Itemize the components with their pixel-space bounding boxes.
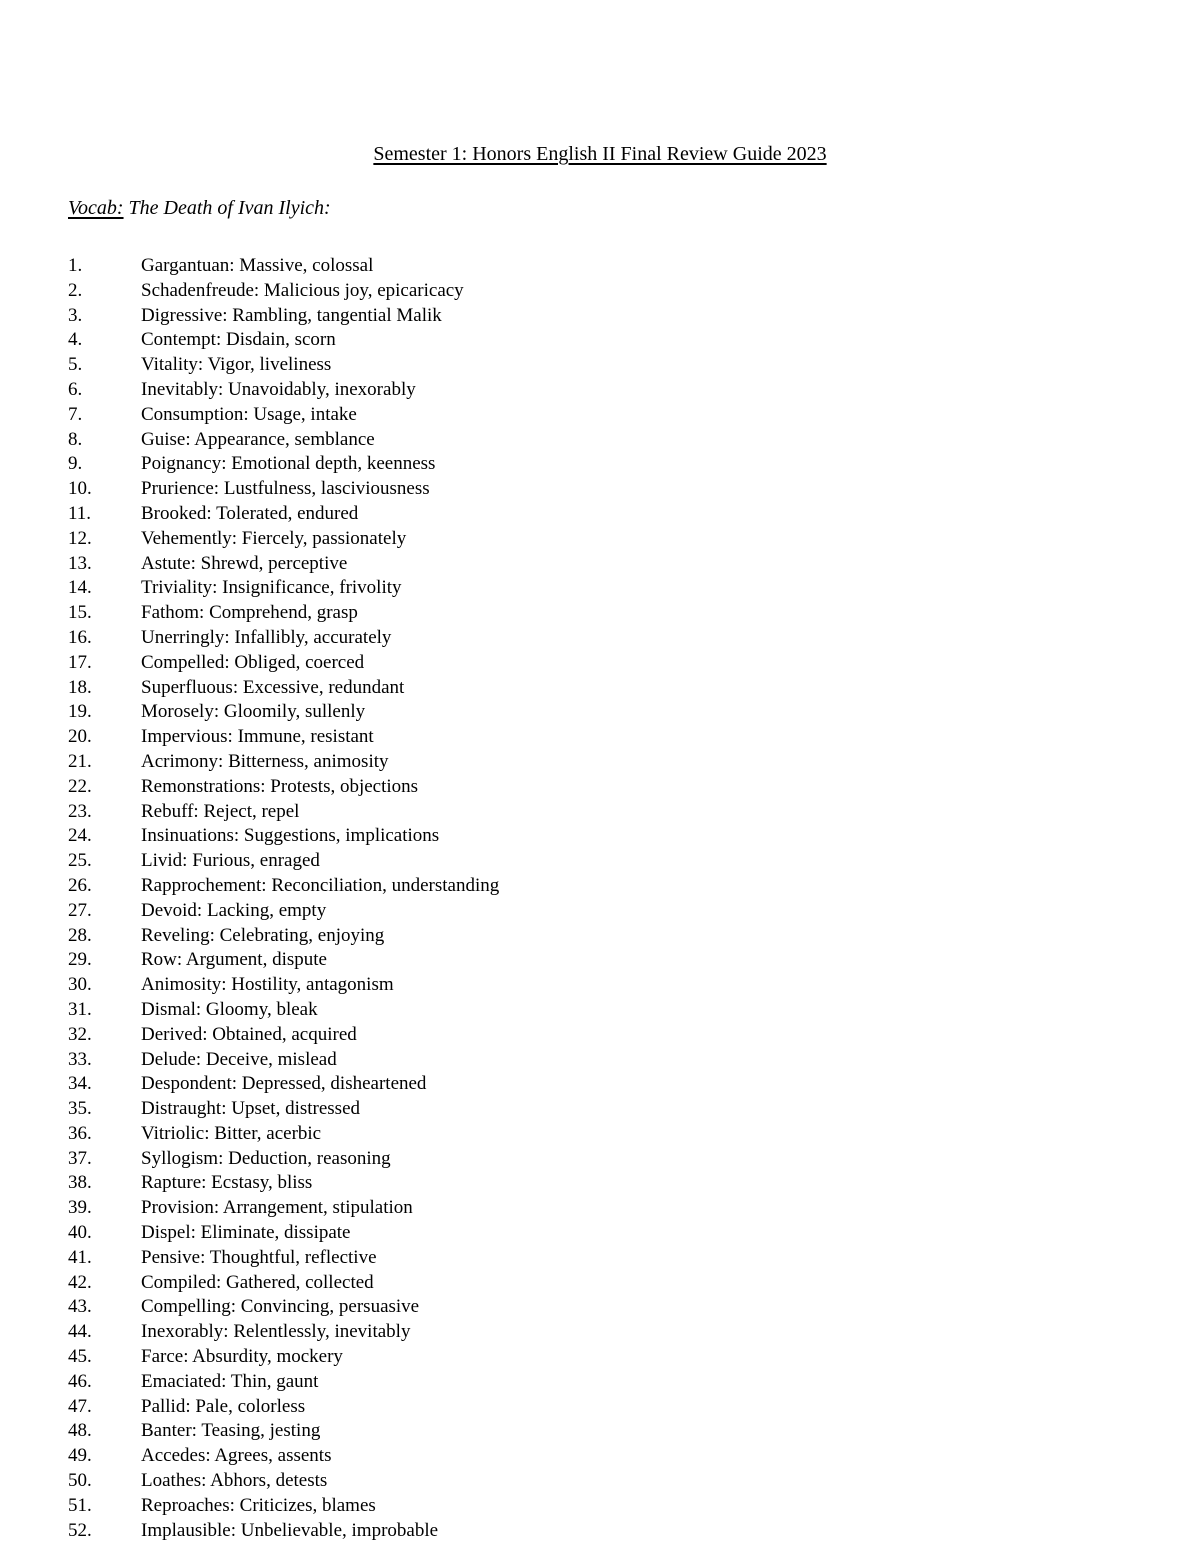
vocab-item-number: 24. [68,825,92,847]
vocab-item [68,800,499,825]
vocab-item [68,1519,499,1544]
vocab-item [68,1271,499,1296]
vocab-item-number: 14. [68,577,92,599]
vocab-item-text: Delude: Deceive, mislead [141,1048,337,1070]
vocab-item [68,1171,499,1196]
section-heading [68,196,331,220]
vocab-item-number: 8. [68,428,83,450]
vocab-item-number: 17. [68,651,92,673]
vocab-item [68,378,499,403]
vocab-item-text: Distraught: Upset, distressed [141,1098,361,1120]
vocab-item [68,1023,499,1048]
vocab-item [68,601,499,626]
vocab-item-number: 51. [68,1494,92,1516]
vocab-item-text: Implausible: Unbelievable, improbable [141,1519,439,1541]
vocab-item-text: Livid: Furious, enraged [141,850,320,872]
vocab-item-number: 49. [68,1445,92,1467]
vocab-item-number: 31. [68,998,92,1020]
vocab-item [68,849,499,874]
vocab-item-number: 1. [68,255,83,276]
vocab-item-text: Unerringly: Infallibly, accurately [141,626,392,648]
vocab-item [68,1246,499,1271]
vocab-item-number: 29. [68,949,92,971]
vocab-item [68,1320,499,1345]
vocab-item-number: 47. [68,1395,92,1417]
vocab-item-number: 19. [68,701,92,723]
vocab-item [68,899,499,924]
vocab-item-text: Row: Argument, dispute [141,949,327,971]
vocab-item-text: Contempt: Disdain, scorn [141,329,336,351]
vocab-item [68,1221,499,1246]
vocab-item [68,1097,499,1122]
vocab-item [68,428,499,453]
vocab-item-number: 34. [68,1073,92,1095]
vocab-item [68,304,499,329]
vocab-item-number: 21. [68,750,92,772]
vocab-item [68,552,499,577]
vocab-item-number: 43. [68,1296,92,1318]
vocab-item [68,775,499,800]
vocab-item-text: Provision: Arrangement, stipulation [141,1197,413,1219]
vocab-item-number: 33. [68,1048,92,1070]
vocab-item [68,651,499,676]
vocab-item-number: 30. [68,974,92,996]
vocab-item [68,452,499,477]
vocab-item [68,1147,499,1172]
vocab-item-number: 36. [68,1122,92,1144]
vocab-item [68,1048,499,1073]
vocab-item-text: Poignancy: Emotional depth, keenness [141,453,436,475]
vocab-item [68,998,499,1023]
vocab-item-text: Banter: Teasing, jesting [141,1420,321,1442]
vocab-item [68,1444,499,1469]
vocab-item-text: Vitality: Vigor, liveliness [141,354,332,376]
vocab-item-text: Dismal: Gloomy, bleak [141,998,318,1020]
vocab-item [68,403,499,428]
vocab-item-text: Compiled: Gathered, collected [141,1271,374,1293]
vocab-item-number: 28. [68,924,92,946]
vocab-item-text: Devoid: Lacking, empty [141,899,327,921]
vocab-item-number: 11. [68,502,92,524]
vocab-item-text: Triviality: Insignificance, frivolity [141,577,402,599]
vocab-item [68,1072,499,1097]
vocab-item-number: 4. [68,329,83,351]
vocab-item-text: Rebuff: Reject, repel [141,800,300,822]
vocab-item-number: 15. [68,602,92,624]
vocab-item-number: 22. [68,775,92,797]
vocab-item-text: Derived: Obtained, acquired [141,1023,357,1045]
vocab-item-number: 42. [68,1271,92,1293]
vocab-item-number: 2. [68,279,83,301]
vocab-item [68,700,499,725]
vocab-item-text: Inevitably: Unavoidably, inexorably [141,378,416,400]
vocab-item-text: Digressive: Rambling, tangential Malik [141,304,442,326]
vocab-item [68,1370,499,1395]
document-title [0,142,1200,166]
document-title-text: Semester 1: Honors English II Final Review Guide 2023 [373,143,827,165]
vocab-item [68,1419,499,1444]
vocab-item-text: Animosity: Hostility, antagonism [141,974,394,996]
vocab-item [68,353,499,378]
vocab-item [68,576,499,601]
vocab-item [68,948,499,973]
vocab-item [68,328,499,353]
vocab-item [68,973,499,998]
vocab-item-number: 32. [68,1023,92,1045]
vocab-item [68,750,499,775]
vocab-item-text: Emaciated: Thin, gaunt [141,1370,319,1392]
vocab-item-text: Guise: Appearance, semblance [141,428,375,450]
vocab-item-text: Vitriolic: Bitter, acerbic [141,1122,322,1144]
vocab-item [68,527,499,552]
vocab-item-text: Inexorably: Relentlessly, inevitably [141,1321,411,1343]
vocab-item-number: 35. [68,1098,92,1120]
vocab-item-number: 10. [68,478,92,500]
vocab-item-text: Consumption: Usage, intake [141,403,357,425]
vocab-item [68,502,499,527]
vocab-item-number: 5. [68,354,83,376]
vocab-item-text: Reveling: Celebrating, enjoying [141,924,385,946]
vocab-item-number: 25. [68,850,92,872]
vocab-item-text: Fathom: Comprehend, grasp [141,602,358,624]
vocab-item-text: Remonstrations: Protests, objections [141,775,419,797]
vocab-item [68,924,499,949]
vocab-item-text: Loathes: Abhors, detests [141,1470,328,1492]
vocab-item-text: Brooked: Tolerated, endured [141,502,359,524]
vocab-item [68,1122,499,1147]
vocab-item [68,676,499,701]
vocab-item [68,725,499,750]
vocab-item-text: Astute: Shrewd, perceptive [141,552,348,574]
vocab-item-text: Syllogism: Deduction, reasoning [141,1147,391,1169]
vocab-item-text: Despondent: Depressed, disheartened [141,1073,427,1095]
vocab-item-number: 6. [68,378,83,400]
vocab-item-text: Rapprochement: Reconciliation, understanding [141,874,500,896]
vocab-item-number: 52. [68,1519,92,1541]
vocab-item-text: Superfluous: Excessive, redundant [141,676,405,698]
vocab-item-number: 46. [68,1370,92,1392]
vocab-item [68,824,499,849]
vocab-item-number: 40. [68,1222,92,1244]
vocab-item [68,1395,499,1420]
vocab-item [68,477,499,502]
vocab-item-text: Compelled: Obliged, coerced [141,651,365,673]
vocab-item-number: 27. [68,899,92,921]
vocab-item-text: Morosely: Gloomily, sullenly [141,701,366,723]
vocab-item-number: 20. [68,726,92,748]
vocab-item-text: Schadenfreude: Malicious joy, epicaricacy [141,279,464,301]
vocab-item-number: 13. [68,552,92,574]
vocab-item-text: Vehemently: Fiercely, passionately [141,527,407,549]
vocab-item-text: Impervious: Immune, resistant [141,726,374,748]
vocab-item-number: 38. [68,1172,92,1194]
vocab-item-number: 37. [68,1147,92,1169]
vocab-item-number: 23. [68,800,92,822]
vocab-item-number: 18. [68,676,92,698]
vocab-item-text: Compelling: Convincing, persuasive [141,1296,420,1318]
vocab-item [68,1494,499,1519]
vocab-item-number: 44. [68,1321,92,1343]
vocab-item [68,874,499,899]
vocab-item-text: Gargantuan: Massive, colossal [141,255,374,276]
vocab-item-text: Reproaches: Criticizes, blames [141,1494,376,1516]
vocab-item-number: 50. [68,1470,92,1492]
vocab-item-text: Pensive: Thoughtful, reflective [141,1246,377,1268]
vocab-item-text: Acrimony: Bitterness, animosity [141,750,389,772]
vocab-item [68,279,499,304]
vocab-item-number: 7. [68,403,83,425]
vocab-item-number: 3. [68,304,83,326]
vocab-item-text: Rapture: Ecstasy, bliss [141,1172,313,1194]
vocab-item-text: Pallid: Pale, colorless [141,1395,306,1417]
section-title: The Death of Ivan Ilyich: [128,197,331,219]
vocab-item-number: 26. [68,874,92,896]
vocab-item-number: 12. [68,527,92,549]
vocab-item-number: 39. [68,1197,92,1219]
vocab-item-number: 45. [68,1346,92,1368]
vocab-item-number: 16. [68,626,92,648]
vocab-list [68,254,499,1543]
section-label: Vocab: [68,197,124,219]
vocab-item-text: Prurience: Lustfulness, lasciviousness [141,478,430,500]
vocab-item [68,1469,499,1494]
vocab-item-number: 41. [68,1246,92,1268]
vocab-item-text: Insinuations: Suggestions, implications [141,825,440,847]
vocab-item [68,1295,499,1320]
vocab-item [68,626,499,651]
vocab-item-text: Dispel: Eliminate, dissipate [141,1222,351,1244]
vocab-item-text: Farce: Absurdity, mockery [141,1346,343,1368]
vocab-item [68,254,499,279]
vocab-item-text: Accedes: Agrees, assents [141,1445,332,1467]
vocab-item [68,1345,499,1370]
vocab-item [68,1196,499,1221]
vocab-item-number: 48. [68,1420,92,1442]
vocab-item-number: 9. [68,453,83,475]
